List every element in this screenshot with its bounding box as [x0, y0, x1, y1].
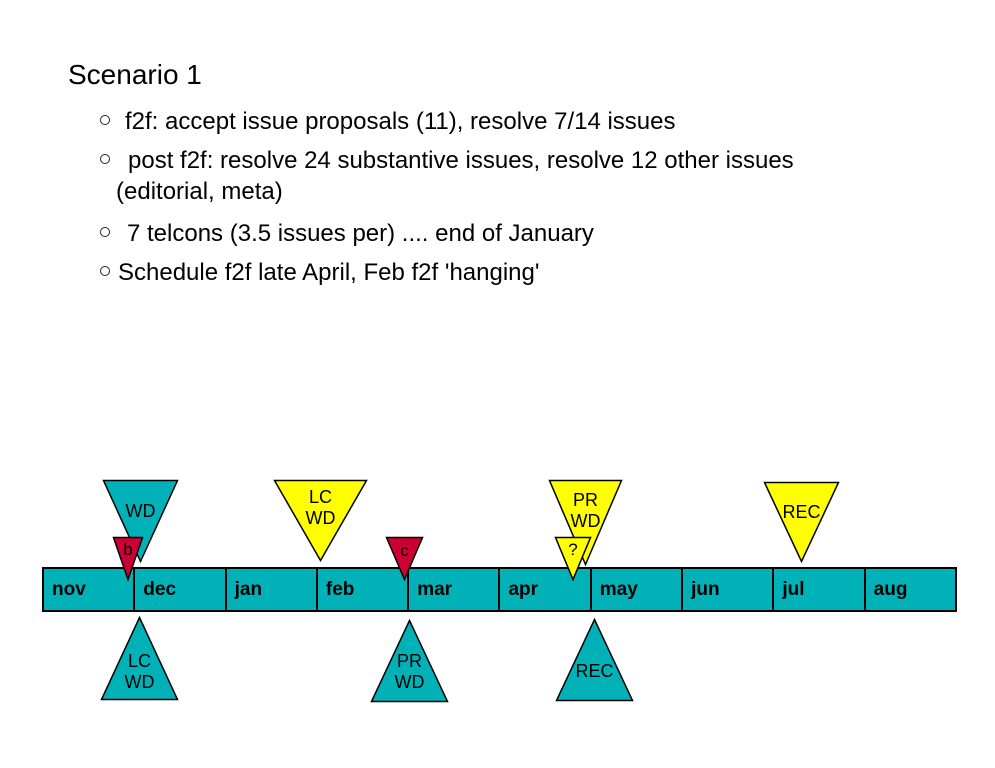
month-cell-dec: dec — [133, 569, 224, 610]
marker-label: REC — [782, 502, 821, 522]
milestone-b — [112, 536, 144, 581]
timeline-bar — [42, 567, 957, 612]
month-cell-apr: apr — [498, 569, 589, 610]
milestone-lc-wd-above — [273, 479, 368, 562]
bullet-text-continuation: (editorial, meta) — [116, 178, 283, 205]
page-title: Scenario 1 — [68, 59, 202, 90]
marker-label: LC — [308, 487, 332, 507]
milestone-c — [385, 536, 424, 581]
bullet-text: post f2f: resolve 24 substantive issues, resolve 12 other issues — [128, 147, 794, 174]
month-cell-may: may — [590, 569, 681, 610]
bullet-icon — [100, 266, 110, 276]
bullet-item — [100, 218, 594, 249]
marker-label: ? — [568, 540, 578, 559]
milestone-rec-above — [763, 481, 840, 563]
milestone-pr-wd-below — [370, 619, 449, 703]
marker-label: WD — [125, 501, 156, 521]
month-cell-aug: aug — [864, 569, 955, 610]
milestone-question — [554, 536, 592, 581]
month-cell-feb: feb — [316, 569, 407, 610]
milestone-rec-below — [555, 618, 634, 702]
bullet-text: Schedule f2f late April, Feb f2f 'hanging' — [118, 259, 540, 286]
triangle-up-icon — [555, 618, 634, 702]
month-cell-jun: jun — [681, 569, 772, 610]
marker-label: PR — [396, 651, 422, 671]
marker-label: PR — [572, 490, 598, 510]
bullet-text: f2f: accept issue proposals (11), resolve 7/14 issues — [125, 108, 676, 135]
marker-label: b — [123, 540, 133, 559]
bullet-icon — [100, 154, 110, 164]
month-cell-nov: nov — [44, 569, 133, 610]
marker-label: REC — [575, 661, 614, 681]
bullet-text: 7 telcons (3.5 issues per) .... end of January — [127, 220, 594, 247]
bullet-icon — [100, 227, 110, 237]
milestone-lc-wd-below — [100, 616, 179, 701]
marker-label: c — [400, 541, 409, 560]
marker-label: WD — [394, 672, 425, 692]
marker-label: WD — [570, 511, 601, 531]
month-cell-mar: mar — [407, 569, 498, 610]
bullet-item — [100, 145, 794, 207]
month-cell-jul: jul — [772, 569, 863, 610]
marker-label: LC — [127, 651, 151, 671]
bullet-item — [100, 257, 539, 288]
bullet-item — [100, 106, 676, 137]
marker-label: WD — [124, 672, 155, 692]
month-cell-jan: jan — [225, 569, 316, 610]
bullet-icon — [100, 115, 110, 125]
marker-label: WD — [305, 508, 336, 528]
